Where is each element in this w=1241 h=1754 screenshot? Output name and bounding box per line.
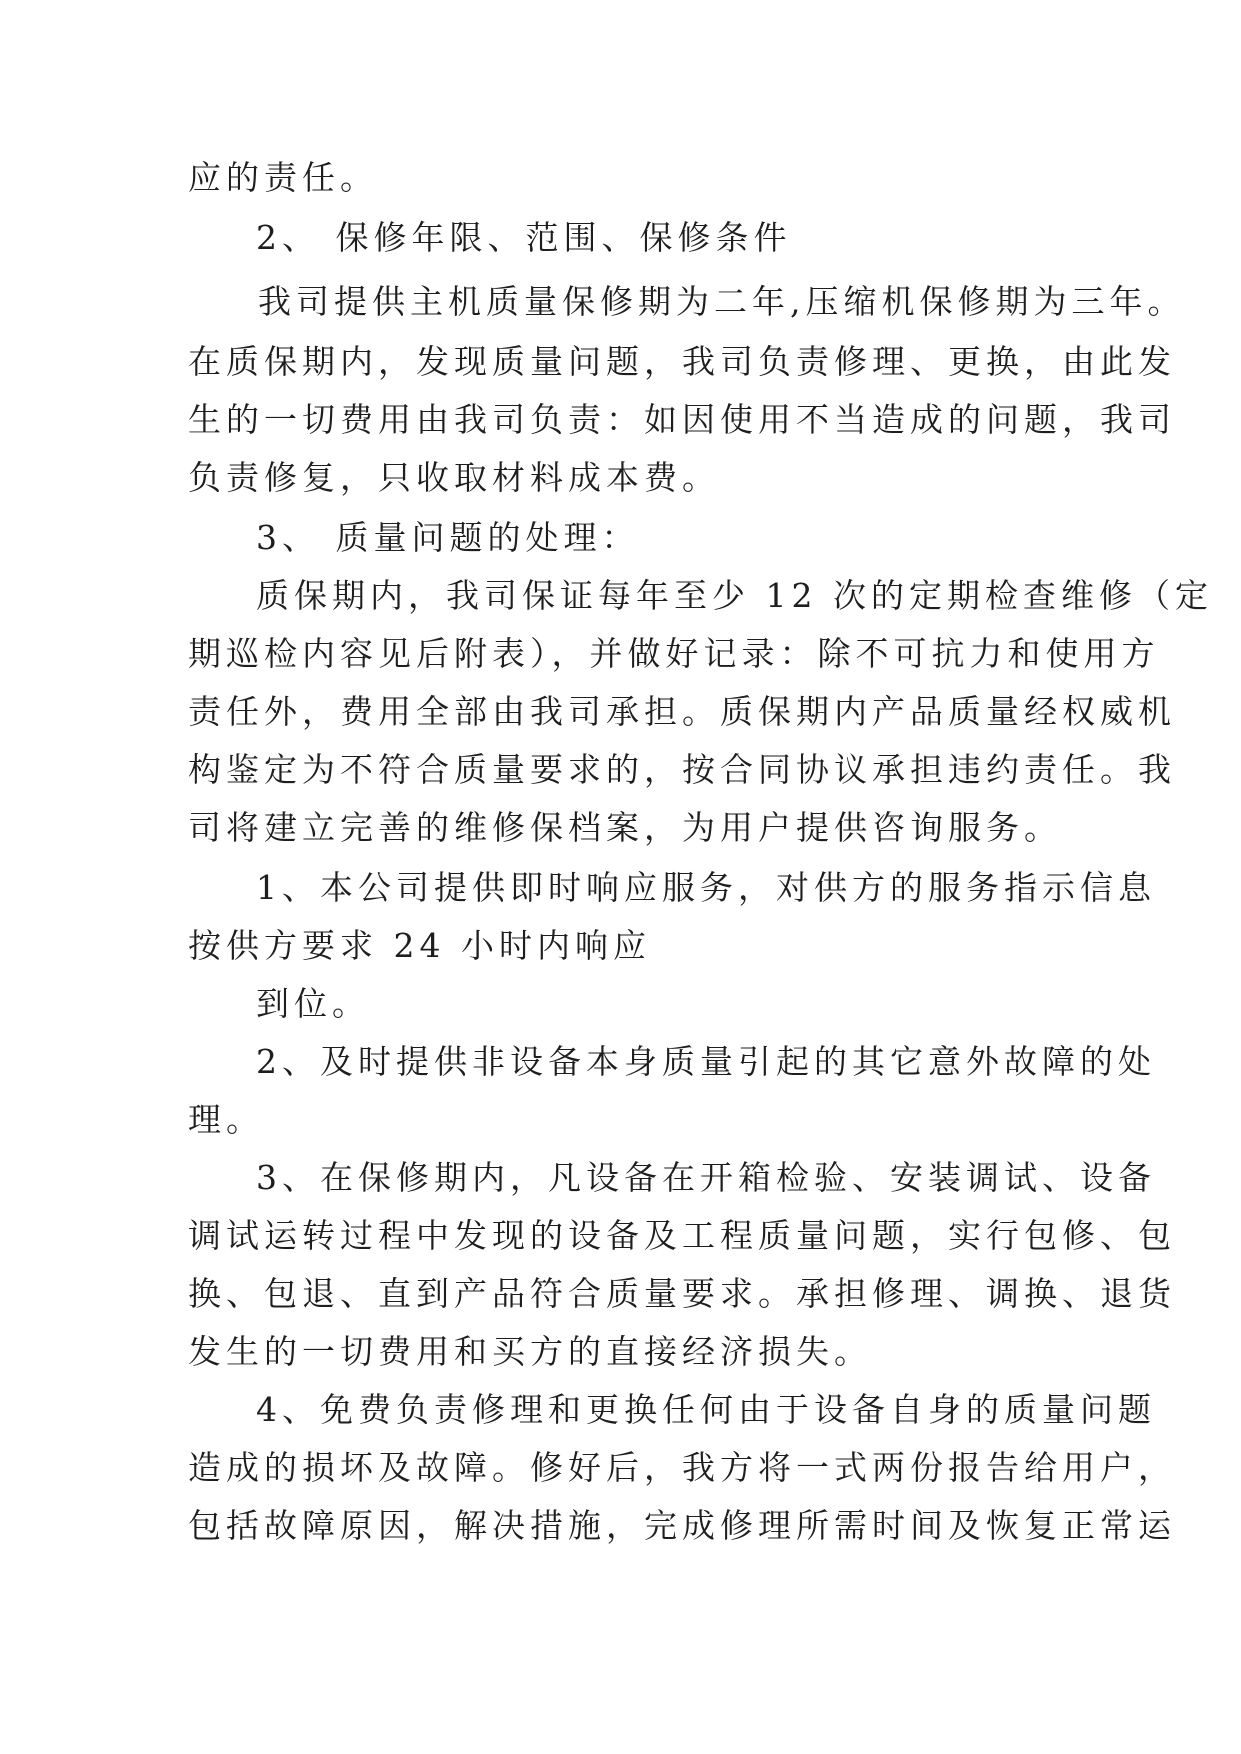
text-line: 到位。 xyxy=(256,984,370,1023)
text-line: 造成的损坏及故障。修好后，我方将一式两份报告给用户， xyxy=(188,1448,1176,1487)
text-line: 1、本公司提供即时响应服务，对供方的服务指示信息 xyxy=(256,868,1156,907)
text-line: 调试运转过程中发现的设备及工程质量问题，实行包修、包 xyxy=(188,1216,1176,1255)
section-heading: 2、 保修年限、范围、保修条件 xyxy=(256,218,792,257)
text-line: 司将建立完善的维修保档案，为用户提供咨询服务。 xyxy=(188,808,1062,847)
text-line: 发生的一切费用和买方的直接经济损失。 xyxy=(188,1332,872,1371)
text-line: 应的责任。 xyxy=(188,158,378,197)
text-line: 责任外，费用全部由我司承担。质保期内产品质量经权威机 xyxy=(188,692,1176,731)
section-heading: 3、 质量问题的处理： xyxy=(256,518,640,557)
text-line: 在质保期内，发现质量问题，我司负责修理、更换，由此发 xyxy=(188,342,1176,381)
text-line: 生的一切费用由我司负责：如因使用不当造成的问题，我司 xyxy=(188,400,1176,439)
text-line: 2、及时提供非设备本身质量引起的其它意外故障的处 xyxy=(256,1042,1156,1081)
text-line: 期巡检内容见后附表），并做好记录：除不可抗力和使用方 xyxy=(188,634,1160,673)
text-line: 我司提供主机质量保修期为二年,压缩机保修期为三年。 xyxy=(258,282,1186,321)
text-line: 包括故障原因，解决措施，完成修理所需时间及恢复正常运 xyxy=(188,1506,1176,1545)
text-line: 3、在保修期内，凡设备在开箱检验、安装调试、设备 xyxy=(256,1158,1156,1197)
text-line: 4、免费负责修理和更换任何由于设备自身的质量问题 xyxy=(256,1390,1156,1429)
text-line: 按供方要求 24 小时内响应 xyxy=(188,926,651,965)
text-line: 负责修复，只收取材料成本费。 xyxy=(188,458,720,497)
text-line: 理。 xyxy=(188,1100,264,1139)
text-line: 质保期内，我司保证每年至少 12 次的定期检查维修（定 xyxy=(256,576,1213,615)
text-line: 构鉴定为不符合质量要求的，按合同协议承担违约责任。我 xyxy=(188,750,1176,789)
text-line: 换、包退、直到产品符合质量要求。承担修理、调换、退货 xyxy=(188,1274,1176,1313)
